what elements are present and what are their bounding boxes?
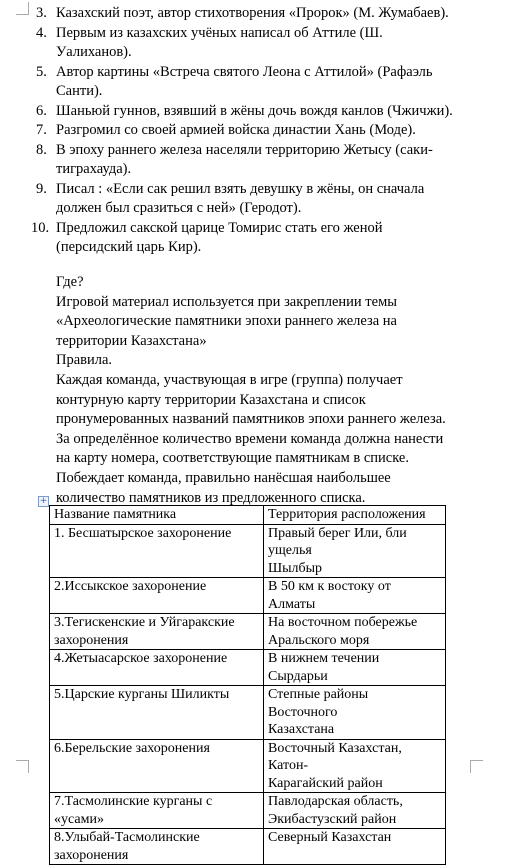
cell-line: Восточный Казахстан, Катон-: [268, 740, 402, 773]
cell-line: В 50 км к востоку от Алматы: [268, 579, 391, 612]
list-item-text: Разгромил со своей армией войска династии Хань (Моде).: [56, 122, 416, 138]
monument-name-cell: [50, 650, 264, 686]
body-line: «Археологические памятники эпохи раннего железа на: [56, 313, 397, 330]
list-item-number: 5.: [36, 63, 47, 80]
cell-line: захоронения: [54, 632, 129, 648]
cell-line: захоронения: [54, 847, 129, 863]
monument-name-cell: [50, 686, 264, 740]
list-item-text: Первым из казахских учёных написал об Аттиле (Ш.: [56, 24, 383, 41]
list-item-text: Автор картины «Встреча святого Леона с Аттилой» (Рафаэль: [56, 63, 433, 80]
list-item-text: Шаньюй гуннов, взявший в жёны дочь вождя канлов (Чжичжи).: [56, 102, 453, 119]
cell-line: На восточном побережье: [268, 615, 418, 630]
list-item: [0, 121, 456, 141]
location-cell: [264, 650, 446, 686]
location-cell: [264, 739, 446, 793]
list-item-text: Уалиханов).: [56, 44, 132, 60]
cell-line: Карагайский район: [268, 775, 383, 791]
list-item: [0, 180, 456, 219]
page-corner-mark: [16, 760, 29, 773]
list-item-text: В эпоху раннего железа населяли территорию Жетысу (саки-: [56, 141, 433, 158]
location-cell: [264, 686, 446, 740]
table-row: [50, 739, 446, 793]
list-item-text: Казахский поэт, автор стихотворения «Пророк» (М. Жумабаев).: [56, 5, 449, 21]
list-item-text: (персидский царь Кир).: [56, 239, 202, 255]
monument-name-cell: [50, 524, 264, 578]
list-item: [0, 4, 456, 24]
cell-line: Казахстана: [268, 722, 335, 737]
cell-line: Степные районы Восточного: [268, 687, 369, 720]
table-move-handle-icon[interactable]: +: [39, 496, 48, 506]
game-description: [56, 273, 456, 508]
cell-line: 4.Жетыасарское захоронение: [54, 651, 228, 666]
body-line: пронумерованных названий памятников эпохи раннего железа.: [56, 411, 446, 428]
question-list: [0, 4, 515, 258]
list-item: [0, 219, 456, 258]
list-item-number: 6.: [36, 102, 47, 119]
list-item-text: должен был сразиться с ней» (Геродот).: [56, 200, 302, 216]
body-line: Где?: [56, 274, 84, 290]
table-row: [50, 793, 446, 829]
monuments-table: [49, 505, 446, 865]
cell-line: 8.Улыбай-Тасмолинские: [54, 830, 200, 845]
list-item-number: 7.: [36, 122, 47, 138]
body-line: на карту номера, соответствующие памятникам в списке.: [56, 450, 409, 467]
list-item-number: 9.: [36, 180, 47, 197]
table-row: [50, 650, 446, 686]
monument-name-cell: [50, 829, 264, 865]
cell-line: Павлодарская область,: [268, 794, 403, 809]
body-line: количество памятников из предложенного списка.: [56, 489, 366, 506]
list-item-number: 10.: [31, 219, 50, 236]
list-item: [0, 141, 456, 180]
monument-name-cell: [50, 739, 264, 793]
cell-line: Правый берег Или, бли ущелья: [268, 525, 407, 558]
body-line: За определённое количество времени команда должна нанести: [56, 430, 444, 447]
header-monument-name: Название памятника: [50, 506, 264, 525]
cell-line: Шылбыр: [268, 560, 323, 576]
cell-line: 1. Бесшатырское захоронение: [54, 525, 232, 541]
location-cell: [264, 578, 446, 614]
body-line: Побеждает команда, правильно нанёсшая наибольшее: [56, 469, 391, 486]
header-location: Территория расположения: [264, 506, 446, 525]
list-item-text: Санти).: [56, 83, 103, 99]
table-row: [50, 524, 446, 578]
location-cell: [264, 524, 446, 578]
body-line: Каждая команда, участвующая в игре (группа) получает: [56, 371, 403, 388]
body-line: Правила.: [56, 352, 113, 369]
table-row: [50, 614, 446, 650]
cell-line: 6.Берельские захоронения: [54, 740, 210, 756]
table-row: [50, 686, 446, 740]
body-line: контурную карту территории Казахстана и список: [56, 391, 366, 408]
list-item-number: 3.: [36, 5, 47, 21]
cell-line: «усами»: [54, 811, 104, 827]
monument-name-cell: [50, 614, 264, 650]
location-cell: [264, 793, 446, 829]
list-item-number: 4.: [36, 24, 47, 41]
list-item: [0, 24, 456, 63]
cell-line: Северный Казахстан: [268, 830, 392, 845]
body-line: территории Казахстана»: [56, 332, 207, 349]
cell-line: В нижнем течении Сырдарьи: [268, 651, 380, 684]
table-header-row: [50, 506, 446, 525]
cell-line: 2.Иссыкское захоронение: [54, 579, 207, 594]
monument-name-cell: [50, 793, 264, 829]
cell-line: Аральского моря: [268, 632, 370, 648]
cell-line: 5.Царские курганы Шиликты: [54, 687, 230, 702]
list-item-text: Предложил сакской царице Томирис стать его женой: [56, 219, 383, 236]
list-item: [0, 102, 456, 122]
body-line: Игровой материал используется при закреплении темы: [56, 293, 397, 310]
monument-name-cell: [50, 578, 264, 614]
cell-line: 7.Тасмолинские курганы с: [54, 794, 213, 809]
table-row: [50, 829, 446, 865]
cell-line: 3.Тегискенские и Уйгаракские: [54, 615, 235, 630]
page-corner-mark: [470, 760, 483, 773]
list-item-text: тиграхауда).: [56, 161, 132, 177]
location-cell: [264, 614, 446, 650]
location-cell: [264, 829, 446, 865]
list-item-text: Писал : «Если сак решил взять девушку в жёны, он сначала: [56, 180, 425, 197]
table-row: [50, 578, 446, 614]
cell-line: Экибастузский район: [268, 811, 397, 827]
list-item: [0, 63, 456, 102]
list-item-number: 8.: [36, 141, 47, 158]
